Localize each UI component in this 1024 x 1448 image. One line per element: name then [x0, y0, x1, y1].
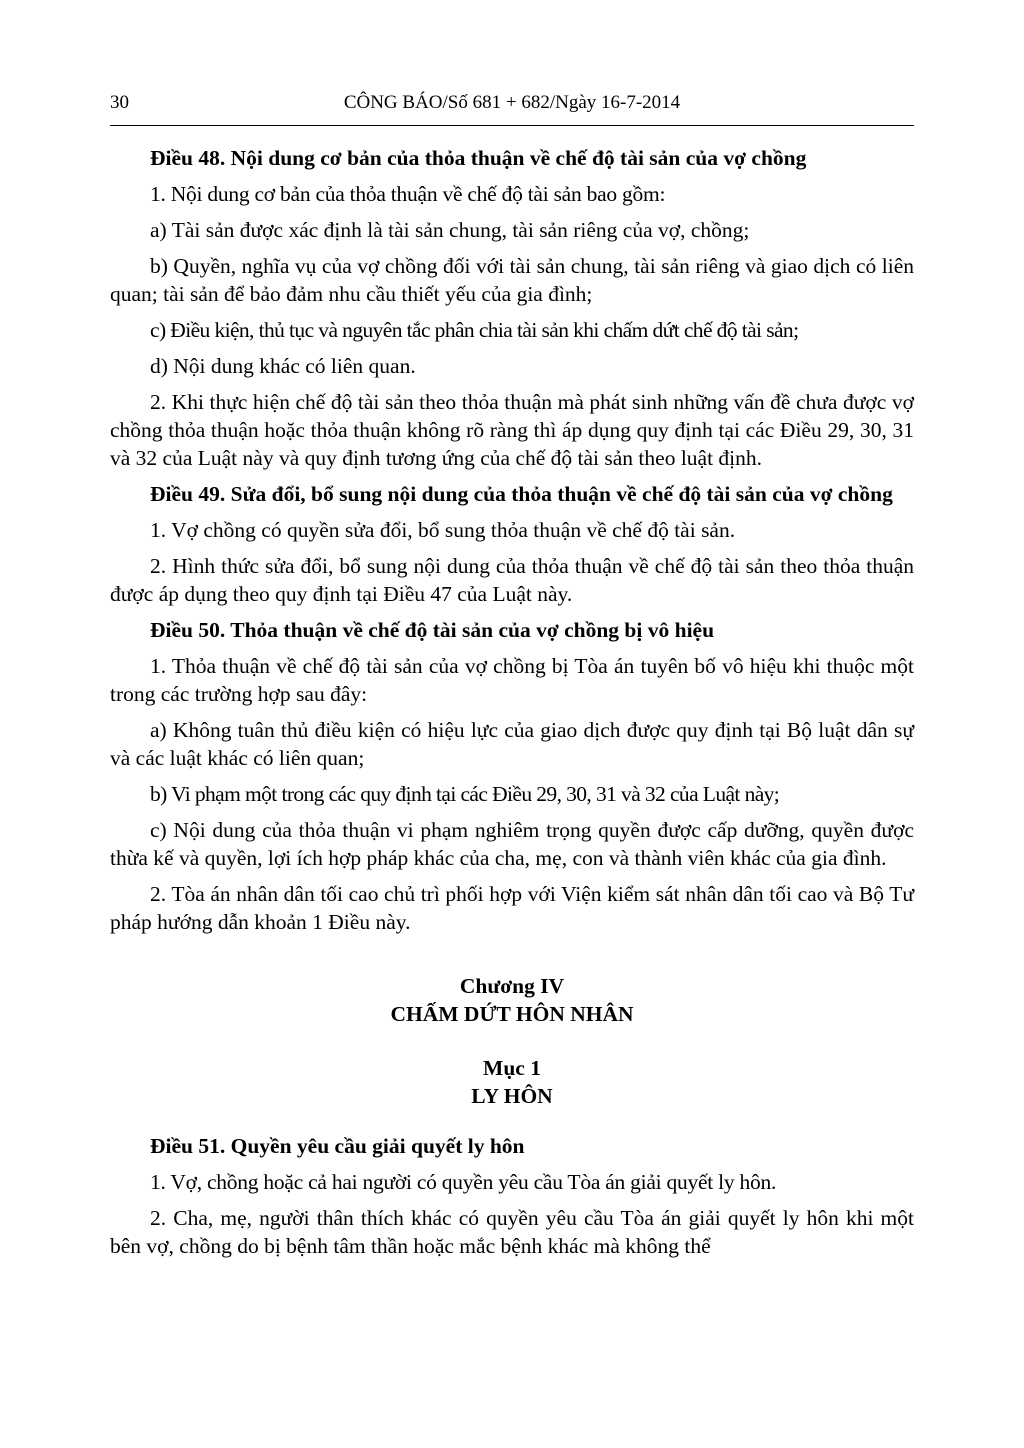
article-49-clause-1: 1. Vợ chồng có quyền sửa đổi, bổ sung thỏa thuận về chế độ tài sản.	[150, 518, 736, 542]
article-50-point-c: c) Nội dung của thỏa thuận vi phạm nghiêm trọng quyền được cấp dưỡng, quyền được thừa kế và quyền, lợi ích hợp pháp khác của cha, mẹ, con và thành viên khác của gia đình.	[110, 818, 914, 870]
article-50-point-a: a) Không tuân thủ điều kiện có hiệu lực của giao dịch được quy định tại Bộ luật dân sự và các luật khác có liên quan;	[110, 718, 914, 770]
document-body	[110, 144, 914, 1268]
chapter-number: Chương IV	[459, 974, 565, 998]
article-48-point-d: d) Nội dung khác có liên quan.	[150, 354, 416, 378]
header-divider	[110, 125, 914, 126]
article-48-point-c: c) Điều kiện, thủ tục và nguyên tắc phân chia tài sản khi chấm dứt chế độ tài sản;	[150, 318, 799, 342]
article-48-title: Điều 48. Nội dung cơ bản của thỏa thuận về chế độ tài sản của vợ chồng	[150, 146, 807, 170]
article-50-clause-2: 2. Tòa án nhân dân tối cao chủ trì phối hợp với Viện kiểm sát nhân dân tối cao và Bộ Tư pháp hướng dẫn khoản 1 Điều này.	[110, 882, 914, 934]
section-number: Mục 1	[483, 1056, 541, 1080]
article-50-clause-1: 1. Thỏa thuận về chế độ tài sản của vợ chồng bị Tòa án tuyên bố vô hiệu khi thuộc một trong các trường hợp sau đây:	[110, 654, 914, 706]
article-50-title: Điều 50. Thỏa thuận về chế độ tài sản của vợ chồng bị vô hiệu	[150, 618, 715, 642]
article-51-clause-1: 1. Vợ, chồng hoặc cả hai người có quyền yêu cầu Tòa án giải quyết ly hôn.	[150, 1170, 777, 1194]
article-48-clause-1: 1. Nội dung cơ bản của thỏa thuận về chế độ tài sản bao gồm:	[150, 182, 666, 206]
section-title: LY HÔN	[471, 1084, 553, 1108]
article-48-point-a: a) Tài sản được xác định là tài sản chung, tài sản riêng của vợ, chồng;	[150, 218, 750, 242]
article-48-point-b: b) Quyền, nghĩa vụ của vợ chồng đối với tài sản chung, tài sản riêng và giao dịch có liên quan; tài sản để bảo đảm nhu cầu thiết yếu của gia đình;	[110, 254, 914, 306]
article-49-title: Điều 49. Sửa đổi, bổ sung nội dung của thỏa thuận về chế độ tài sản của vợ chồng	[150, 482, 893, 506]
article-51-clause-2: 2. Cha, mẹ, người thân thích khác có quyền yêu cầu Tòa án giải quyết ly hôn khi một bên vợ, chồng do bị bệnh tâm thần hoặc mắc bệnh khác mà không thể	[110, 1206, 914, 1258]
gazette-title: CÔNG BÁO/Số 681 + 682/Ngày 16-7-2014	[343, 92, 681, 113]
article-48-clause-2: 2. Khi thực hiện chế độ tài sản theo thỏa thuận mà phát sinh những vấn đề chưa được vợ chồng thỏa thuận hoặc thỏa thuận không rõ ràng thì áp dụng quy định tại các Điều 29, 30, 31 và 32 của Luật này và quy định tương ứng của chế độ tài sản theo luật định.	[110, 390, 914, 470]
page-header	[110, 92, 914, 120]
article-50-point-b: b) Vi phạm một trong các quy định tại các Điều 29, 30, 31 và 32 của Luật này;	[150, 782, 780, 806]
article-49-clause-2: 2. Hình thức sửa đổi, bổ sung nội dung của thỏa thuận về chế độ tài sản theo thỏa thuận được áp dụng theo quy định tại Điều 47 của Luật này.	[110, 554, 914, 606]
article-51-title: Điều 51. Quyền yêu cầu giải quyết ly hôn	[150, 1134, 525, 1158]
page-number: 30	[110, 92, 129, 113]
chapter-title: CHẤM DỨT HÔN NHÂN	[390, 1002, 634, 1026]
